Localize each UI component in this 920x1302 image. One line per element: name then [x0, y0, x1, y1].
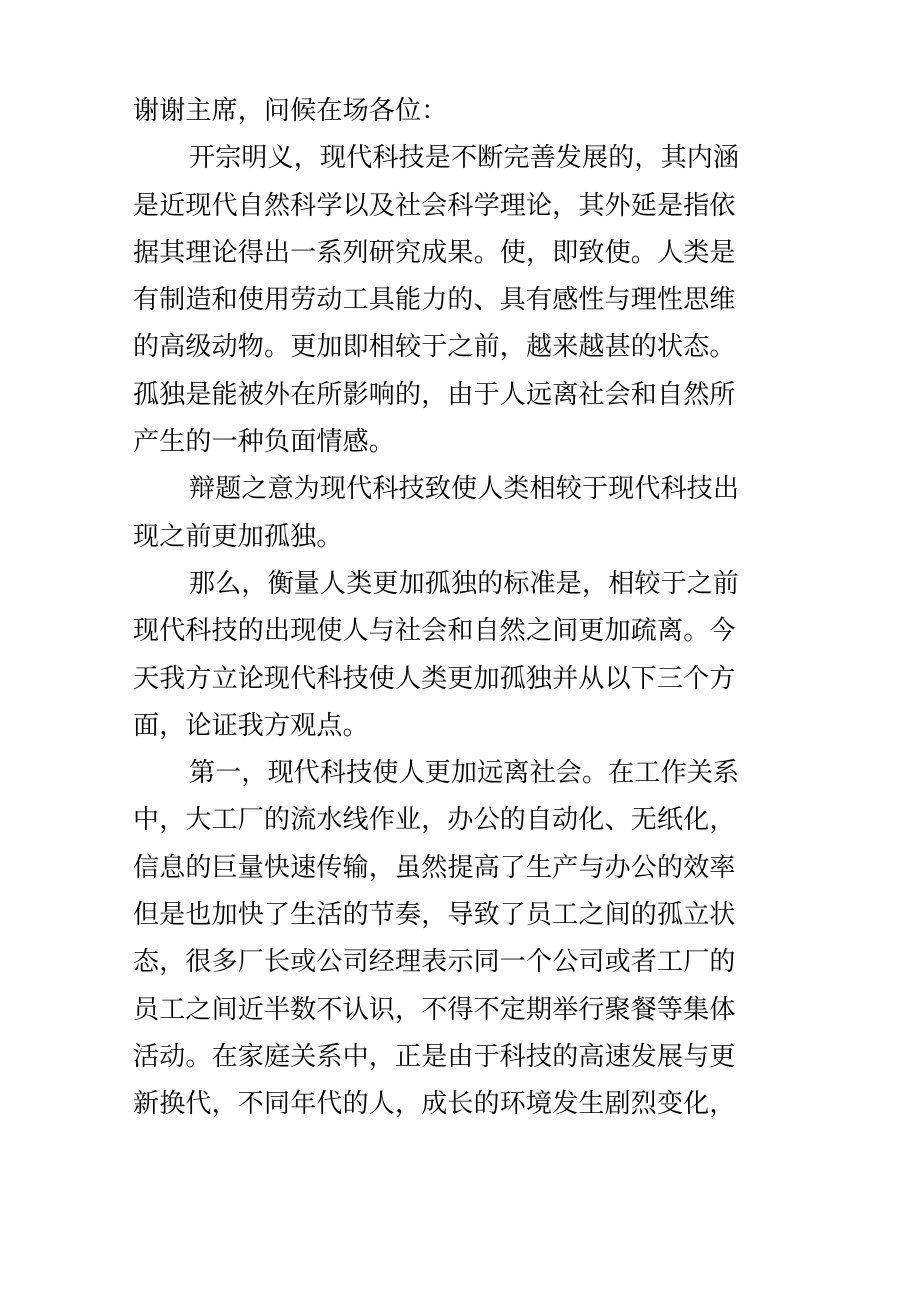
text-line: 现代科技的出现使人与社会和自然之间更加疏离。今: [133, 616, 736, 647]
text-line: 现之前更加孤独。: [133, 521, 343, 552]
text-line: 产生的一种负面情感。: [133, 427, 396, 458]
text-line: 据其理论得出一系列研究成果。使，即致使。人类是: [133, 237, 736, 268]
text-line: 那么，衡量人类更加孤独的标准是，相较于之前: [189, 568, 740, 599]
text-line: 开宗明义，现代科技是不断完善发展的，其内涵: [189, 143, 740, 174]
text-line: 第一，现代科技使人更加远离社会。在工作关系: [189, 758, 740, 789]
text-line: 但是也加快了生活的节奏，导致了员工之间的孤立状: [133, 900, 736, 931]
text-line: 有制造和使用劳动工具能力的、具有感性与理性思维: [133, 285, 736, 316]
text-line: 辩题之意为现代科技致使人类相较于现代科技出: [189, 474, 740, 505]
text-line: 态，很多厂长或公司经理表示同一个公司或者工厂的: [133, 947, 736, 978]
text-line: 孤独是能被外在所影响的，由于人远离社会和自然所: [133, 379, 736, 410]
text-line: 谢谢主席，问候在场各位：: [133, 96, 448, 126]
text-line: 新换代，不同年代的人，成长的环境发生剧烈变化，: [133, 1089, 736, 1120]
text-line: 是近现代自然科学以及社会科学理论，其外延是指依: [133, 190, 736, 221]
text-line: 天我方立论现代科技使人类更加孤独并从以下三个方: [133, 663, 736, 694]
text-line: 的高级动物。更加即相较于之前，越来越甚的状态。: [133, 332, 736, 363]
text-line: 信息的巨量快速传输，虽然提高了生产与办公的效率: [133, 852, 736, 883]
text-line: 活动。在家庭关系中，正是由于科技的高速发展与更: [133, 1041, 736, 1072]
text-line: 中，大工厂的流水线作业，办公的自动化、无纸化，: [133, 805, 736, 836]
text-line: 面，论证我方观点。: [133, 710, 369, 741]
text-line: 员工之间近半数不认识，不得不定期举行聚餐等集体: [133, 994, 736, 1025]
document-body: [133, 88, 773, 1129]
